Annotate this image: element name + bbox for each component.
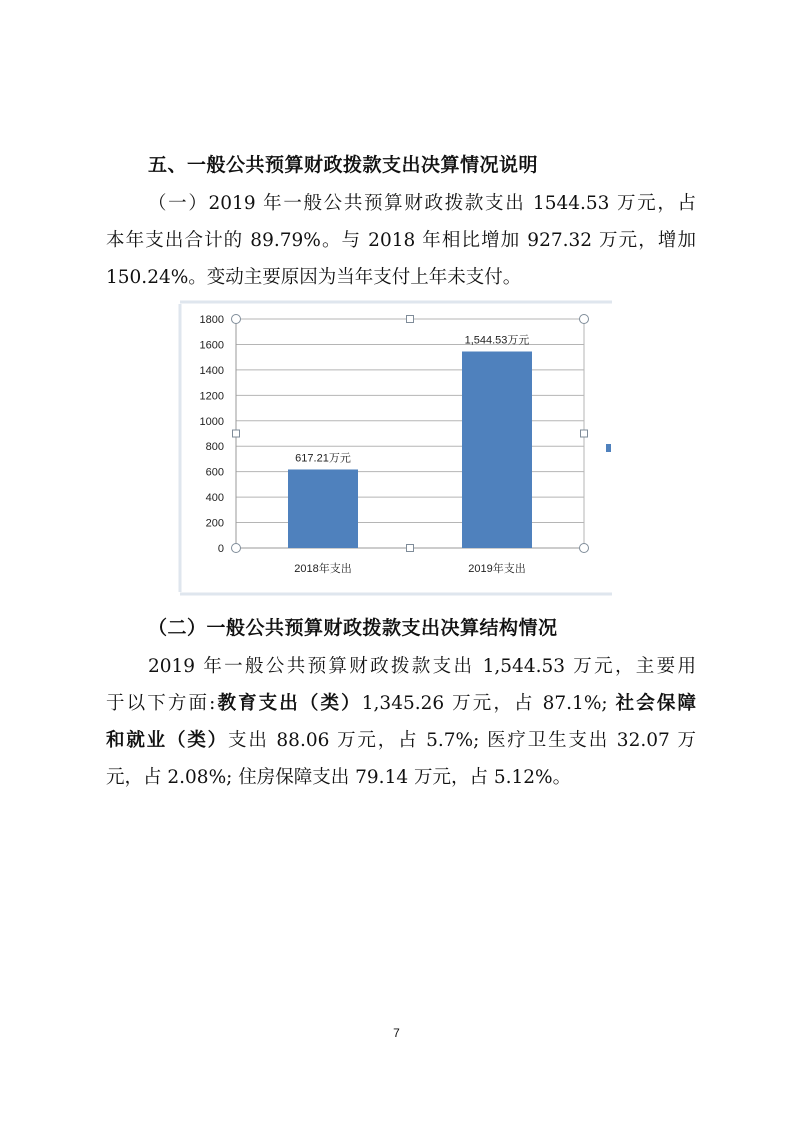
- y-tick-label: 600: [205, 466, 224, 479]
- y-tick-label: 800: [205, 441, 224, 454]
- chart-background: [176, 298, 612, 598]
- side-handle: [581, 430, 588, 437]
- expenditure-bar-chart: [176, 298, 612, 598]
- part1-line: [106, 222, 696, 259]
- part2-line2-c: 1,345.26 万元，占 87.1%;: [361, 693, 616, 714]
- part1-paragraph: [106, 185, 696, 296]
- x-axis-label: 2019年支出: [468, 563, 526, 575]
- data-label: 617.21万元: [295, 452, 351, 465]
- data-label: 1,544.53万元: [464, 334, 530, 347]
- y-tick-label: 200: [205, 517, 224, 530]
- corner-handle: [580, 544, 589, 553]
- part1-line2: 本年支出合计的 89.79%。与 2018 年相比增加 927.32 万元，增加: [106, 230, 696, 251]
- x-axis-label: 2018年支出: [294, 563, 352, 575]
- legend-marker: [606, 444, 611, 452]
- education-category: 教育支出（类）: [215, 693, 362, 714]
- corner-handle: [580, 315, 589, 324]
- page-number: 7: [393, 1026, 400, 1040]
- part1-line: [106, 259, 696, 296]
- bar: [288, 469, 358, 548]
- part2-line4: 元，占 2.08%; 住房保障支出 79.14 万元，占 5.12%。: [106, 767, 572, 788]
- side-handle: [407, 316, 414, 323]
- part2-line2-a: 于以下方面:: [106, 693, 216, 714]
- part2-line: [106, 685, 696, 722]
- part2-line: [106, 648, 696, 685]
- part2-line3-b: 支出 88.06 万元，占 5.7%; 医疗卫生支出 32.07 万: [228, 730, 696, 751]
- employment-category: 和就业（类）: [106, 730, 229, 751]
- social-security-category: 社会保障: [615, 693, 696, 714]
- part2-line: [106, 722, 696, 759]
- part2-heading: （二）一般公共预算财政拨款支出决算结构情况: [148, 617, 558, 639]
- y-tick-label: 0: [217, 543, 224, 555]
- section-heading: 五、一般公共预算财政拨款支出决算情况说明: [148, 154, 539, 176]
- bar: [462, 352, 532, 548]
- side-handle: [233, 430, 240, 437]
- corner-handle: [232, 315, 241, 324]
- side-handle: [407, 545, 414, 552]
- part1-line: [106, 185, 696, 222]
- corner-handle: [232, 544, 241, 553]
- y-tick-label: 1200: [199, 390, 224, 403]
- part2-line: [106, 759, 696, 796]
- y-tick-label: 1800: [199, 314, 224, 326]
- part2-line1: 2019 年一般公共预算财政拨款支出 1,544.53 万元，主要用: [148, 656, 696, 677]
- part1-line1: （一）2019 年一般公共预算财政拨款支出 1544.53 万元，占: [148, 193, 696, 214]
- part1-line3: 150.24%。变动主要原因为当年支付上年未支付。: [106, 267, 522, 288]
- y-tick-label: 400: [205, 492, 224, 505]
- y-tick-label: 1000: [199, 415, 224, 428]
- part2-paragraph: [106, 648, 696, 796]
- y-tick-label: 1400: [199, 364, 224, 377]
- y-tick-label: 1600: [199, 339, 224, 352]
